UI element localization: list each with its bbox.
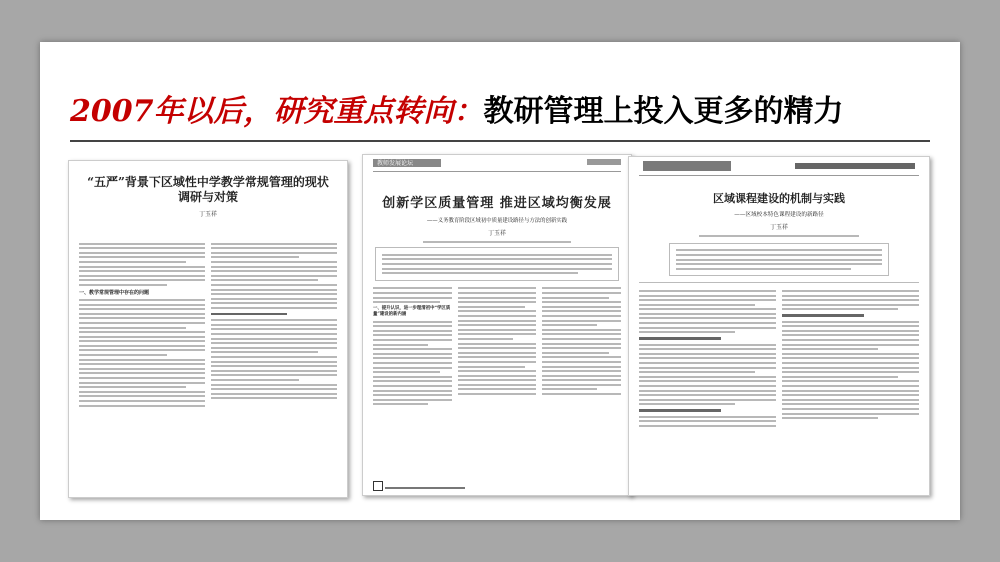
paper-1-author: 丁玉祥 <box>198 211 217 218</box>
slide-title-main: 教研管理上投入更多的精力 <box>483 94 844 129</box>
paper-1-section-heading: 一、教学常规管理中存在的问题 <box>79 289 150 296</box>
paper-2-abstract <box>375 247 619 281</box>
paper-3-author: 丁玉祥 <box>769 223 788 231</box>
paper-thumbnail-3 <box>628 156 930 496</box>
paper-3-subtitle: ——区域校本特色课程建设的新路径 <box>734 211 824 218</box>
paper-thumbnail-1 <box>68 160 348 498</box>
paper-2-section-heading: 一、提升认识，进一步理清初中“学区质量”建设的新内涵 <box>373 306 451 317</box>
journal-logo-icon <box>373 481 383 491</box>
journal-header-bar <box>795 163 915 169</box>
paper-2-title: 创新学区质量管理 推进区域均衡发展 <box>382 196 612 211</box>
paper-1-title: “五严”背景下区域性中学教学常规管理的现状调研与对策 <box>87 175 329 204</box>
paper-2-author: 丁玉祥 <box>487 230 506 238</box>
slide-title <box>70 80 930 136</box>
paper-1-body <box>69 240 347 409</box>
title-divider <box>70 140 930 142</box>
slide-title-highlight: 2007年以后，研究重点转向： <box>70 94 484 129</box>
slide <box>40 42 960 520</box>
page-number-tag <box>587 159 621 165</box>
paper-3-title: 区域课程建设的机制与实践 <box>713 192 845 205</box>
journal-header-tab <box>643 161 731 171</box>
paper-thumbnail-2 <box>362 154 632 496</box>
paper-2-subtitle: ——义务教育阶段区域初中质量建设路径与方法的创新实践 <box>426 218 568 225</box>
journal-name: 教师发展论坛 <box>377 160 414 167</box>
paper-3-abstract <box>669 243 889 277</box>
page-footer <box>385 487 465 489</box>
paper-3-body <box>629 287 929 429</box>
paper-2-body <box>363 285 631 408</box>
